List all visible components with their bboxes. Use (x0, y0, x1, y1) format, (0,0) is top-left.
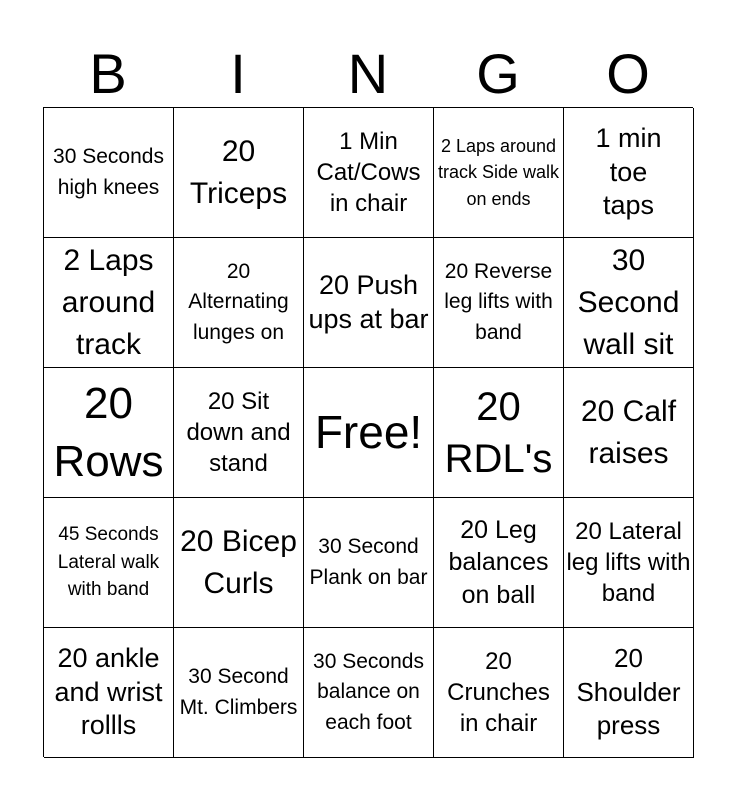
cell-label: 20 Reverse leg lifts with band (444, 259, 553, 344)
bingo-cell[interactable] (44, 108, 174, 238)
bingo-cell[interactable] (304, 108, 434, 238)
cell-label: 45 Seconds Lateral walk with band (57, 524, 160, 601)
bingo-cell[interactable] (304, 238, 434, 368)
cell-label: 1 min toe taps (595, 122, 662, 221)
cell-label: 30 Seconds high knees (53, 145, 164, 199)
bingo-cell[interactable] (434, 238, 564, 368)
bingo-cell[interactable] (564, 628, 694, 758)
cell-label: 20 Sit down and stand (186, 387, 291, 478)
bingo-cell[interactable] (564, 368, 694, 498)
bingo-cell[interactable] (174, 238, 304, 368)
cell-label: 30 Second Mt. Climbers (179, 665, 298, 719)
bingo-cell[interactable] (434, 498, 564, 628)
bingo-cell[interactable] (44, 498, 174, 628)
cell-label: 20 ankle and wrist rollls (54, 642, 163, 741)
cell-label: 1 Min Cat/Cows in chair (316, 127, 421, 218)
cell-label: 20 Rows (53, 379, 164, 486)
bingo-cell[interactable] (564, 498, 694, 628)
cell-label: 20 Triceps (189, 134, 288, 210)
bingo-cell[interactable] (304, 628, 434, 758)
bingo-header (43, 40, 693, 108)
cell-label: 20 Alternating lunges on (188, 259, 289, 344)
bingo-cell[interactable] (174, 368, 304, 498)
free-space[interactable] (304, 368, 434, 498)
bingo-cell[interactable] (174, 498, 304, 628)
bingo-cell[interactable] (174, 628, 304, 758)
bingo-cell[interactable] (434, 628, 564, 758)
bingo-cell[interactable] (564, 238, 694, 368)
cell-label: 20 RDL's (444, 384, 553, 481)
free-label: Free! (314, 405, 423, 458)
cell-label: 20 Shoulder press (576, 642, 681, 741)
header-letter-n: N (347, 42, 389, 105)
bingo-cell[interactable] (564, 108, 694, 238)
cell-label: 20 Leg balances on ball (448, 515, 549, 609)
header-letter-i: I (230, 42, 246, 105)
header-letter-o: O (606, 42, 650, 105)
cell-label: 20 Bicep Curls (180, 524, 297, 600)
cell-label: 2 Laps around track Side walk on ends (437, 136, 560, 209)
bingo-cell[interactable] (174, 108, 304, 238)
bingo-cell[interactable] (44, 368, 174, 498)
bingo-cell[interactable] (44, 238, 174, 368)
bingo-grid (43, 107, 693, 757)
header-letter-g: G (476, 42, 520, 105)
bingo-cell[interactable] (304, 498, 434, 628)
cell-label: 20 Crunches in chair (447, 647, 550, 738)
cell-label: 30 Second wall sit (577, 243, 680, 361)
bingo-cell[interactable] (44, 628, 174, 758)
cell-label: 20 Calf raises (580, 394, 677, 470)
cell-label: 30 Second Plank on bar (309, 535, 428, 589)
header-letter-b: B (89, 42, 127, 105)
cell-label: 20 Lateral leg lifts with band (566, 517, 691, 608)
cell-label: 2 Laps around track (61, 243, 156, 361)
bingo-cell[interactable] (434, 108, 564, 238)
bingo-cell[interactable] (434, 368, 564, 498)
cell-label: 20 Push ups at bar (308, 269, 429, 334)
cell-label: 30 Seconds balance on each foot (313, 649, 424, 734)
